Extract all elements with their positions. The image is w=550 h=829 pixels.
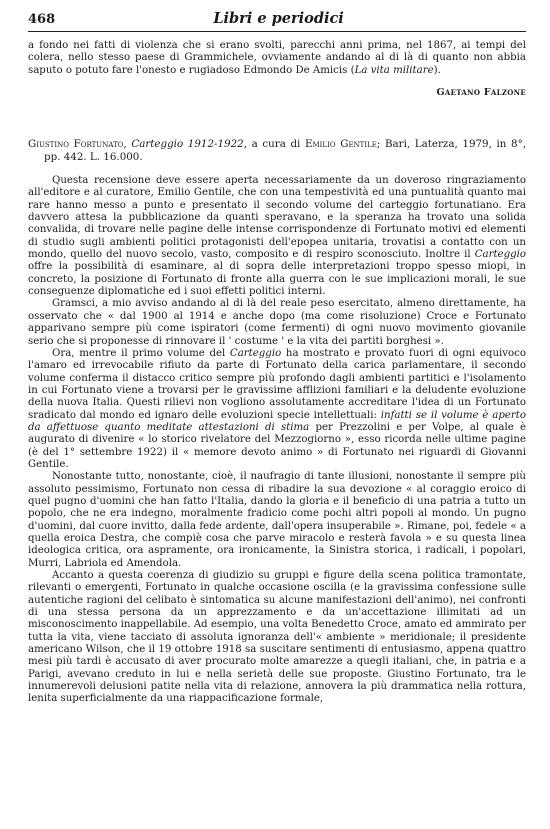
paragraph-4: Nonostante tutto, nonostante, cioè, il naufragio di tante illusioni, nonostante il sempre più assoluto pessimismo, Fortunato non cessa di ribadire la sua devozione « al coraggio eroico di quel pugno d'uomini che han fatto l'Italia, dando la gloria e il beneficio di una patria a tutto un popolo, che ne era indegno, moralmente fradicio come pochi altri popoli al mondo. Un pugno d'uomini, dal cuore invitto, dalla fede ardente, dall'opera insuperabile ». Rimane, poi, fedele « a quella eroica Destra, che compiè cosa che parve miracolo e resterà favola » e su questa linea ideologica critica, ora aspramente, ora ironicamente, la Sinistra storica, i radicali, i popolari, Murri, Labriola ed Amendola. bbox=[28, 471, 526, 569]
reviewer-signature: Gaetano Falzone bbox=[436, 87, 526, 99]
book-citation: Giustino Fortunato, Carteggio 1912-1922, a cura di Emilio Gentile; Bari, Laterza, 1979, in 8°, pp. 442. L. 16.000. bbox=[28, 138, 527, 163]
paragraph-1: Questa recensione deve essere aperta necessariamente da un doveroso ringraziamento all'editore e al curatore, Emilio Gentile, che con una tempestività ed una puntualità quanto mai rare hanno messo a punto e presentato il secondo volume del carteggio fortunatiano. Era davvero attesa la pubblicazione da quanti speravano, e la speranza ha trovato una solida convalida, di trovare nelle pagine delle intense corrispondenze di Fortunato motivi ed elementi di studio sugli ambienti politici protagonisti dell'epopea unitaria, trovatisi a contatto con un mondo, quello del nuovo secolo, vasto, composito e di respiro sconosciuto. Inoltre il Carteggio offre la possibilità di esaminare, al di sopra delle interpretazioni troppo spesso miopi, in concreto, la posizione di Fortunato di fronte alla guerra con le sue implicazioni morali, le sue conseguenze diplomatiche ed i suoi effetti politici interni. bbox=[28, 175, 526, 298]
prior-review-italic-title: La vita militare bbox=[354, 64, 434, 76]
paragraph-5: Accanto a questa coerenza di giudizio su gruppi e figure della scena politica tramontate, rilevanti o emergenti, Fortunato in qualche occasione oscilla (e la gravissima confessione sulle autentiche ragioni del celibato è sintomatica su alcune manifestazioni dell'animo), nei confronti di una stessa persona da un apprezzamento e da un'accettazione illimitati ad un misconoscimento inappellabile. Ad esempio, una volta Benedetto Croce, amato ed ammirato per tutta la vita, viene tacciato di assoluta ignoranza dell'« ambiente » meridionale; il presidente americano Wilson, che il 19 ottobre 1918 sa suscitare sentimenti di entusiasmo, appena quattro mesi più tardi è accusato di aver procurato molte amarezze a quegli italiani, che, in patria e a Parigi, avevano creduto in lui e nella serietà delle sue proposte. Giustino Fortunato, tra le innumerevoli delusioni patite nella vita di relazione, annovera la più drammatica nella rottura, lenita superficialmente da una riappacificazione formale, bbox=[28, 570, 526, 705]
page-header bbox=[28, 10, 526, 27]
citation-title: Carteggio 1912-1922 bbox=[131, 138, 244, 151]
citation-details: ; Bari, Laterza, 1979, in 8°, pp. 442. L. 16.000. bbox=[44, 138, 527, 163]
header-rule bbox=[28, 31, 526, 32]
prior-review-ending: a fondo nei fatti di violenza che si erano svolti, parecchi anni prima, nel 1867, ai tempi del colera, nello stesso paese di Grammichele, ovviamente andando al di là di quanto non abbia saputo o potuto fare l'onesto e rugiadoso Edmondo De Amicis (La vita militare). bbox=[28, 40, 526, 76]
citation-editor: Emilio Gentile bbox=[304, 138, 377, 151]
paragraph-3: Ora, mentre il primo volume del Carteggio ha mostrato e provato fuori di ogni equivoco l'amaro ed irrevocabile rifiuto da parte di Fortunato della carica parlamentare, il secondo volume conferma il distacco critico sempre più profondo dagli ambienti partitici e l'isolamento in cui Fortunato viene a trovarsi per le gravissime afflizioni familiari e la deludente evoluzione della nuova Italia. Questi rilievi non vogliono assolutamente accreditare l'idea di un Fortunato sradicato dal mondo ed ignaro delle evoluzioni specie intellettuali: infatti se il volume è aperto da affettuose quanto meditate attestazioni di stima per Prezzolini e per Volpe, al quale è augurato di divenire « lo storico rivelatore del Mezzogiorno », esso ricorda nelle ultime pagine (è del 1° settembre 1922) il « memore devoto animo » di Fortunato nei riguardi di Giovanni Gentile. bbox=[28, 347, 527, 470]
citation-author: Giustino Fortunato bbox=[28, 138, 124, 151]
running-title: Libri e periodici bbox=[213, 10, 344, 27]
page-number: 468 bbox=[28, 12, 56, 27]
paragraph-2: Gramsci, a mio avviso andando al di là del reale peso esercitato, almeno direttamente, ha osservato che « dal 1900 al 1914 e anche dopo (ma come risoluzione) Croce e Fortunato apparivano sempre più come ispiratori (come fermenti) di ogni nuovo movimento giovanile serio che si proponesse di rinnovare il ' costume ' e la vita dei partiti borghesi ». bbox=[28, 298, 526, 347]
